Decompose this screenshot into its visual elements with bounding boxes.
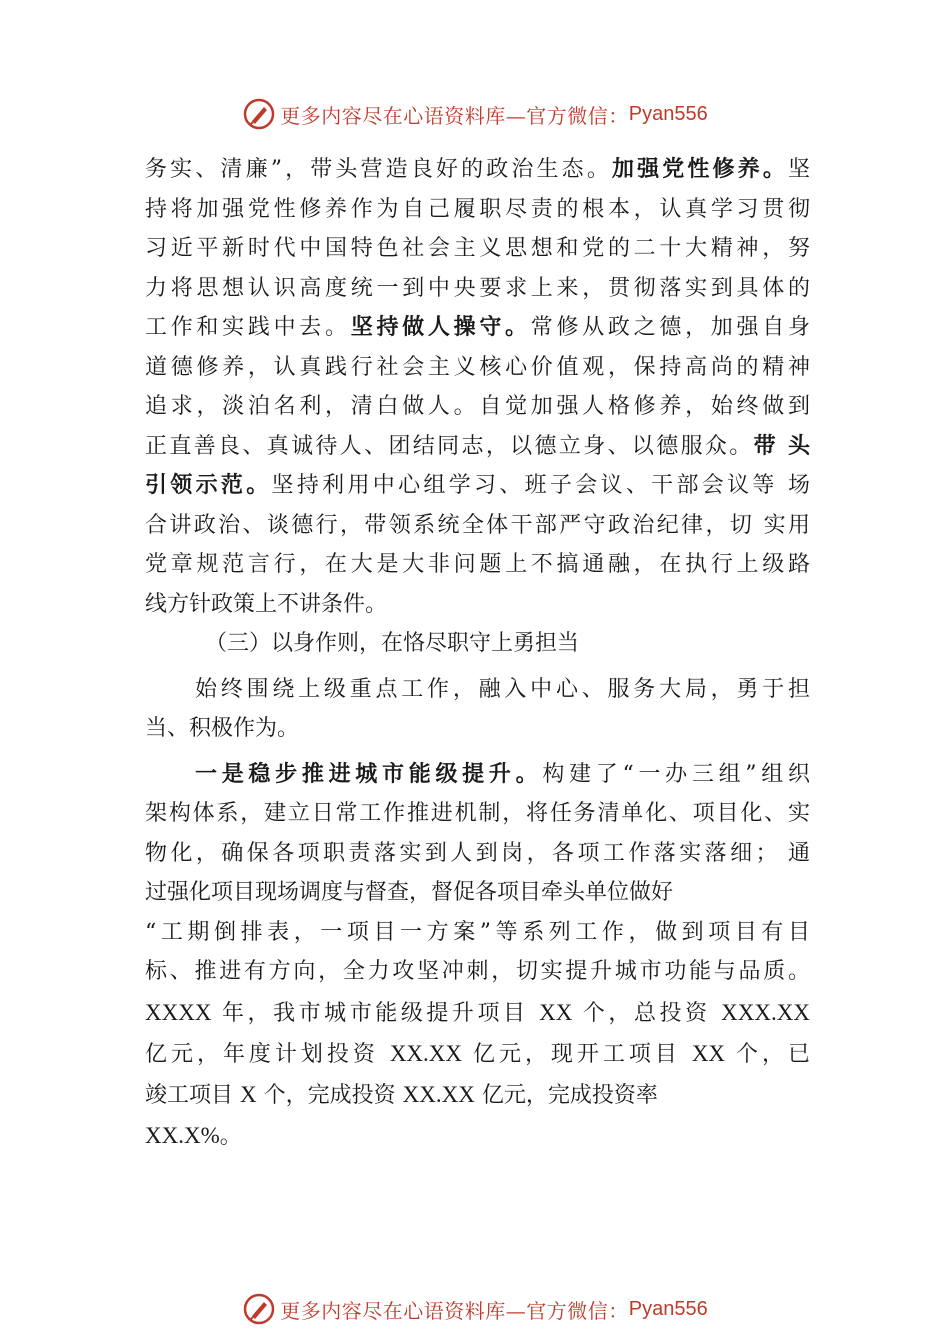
paragraph-line: 当、积极作为。 bbox=[145, 716, 300, 741]
paragraph-line: 始终围绕上级重点工作，融入中心、服务大局，勇于担 bbox=[195, 676, 810, 702]
watermark-banner-bottom bbox=[0, 1289, 950, 1329]
bold-keyword: 一是稳步推进城市能级提升。 bbox=[195, 761, 543, 787]
watermark-wechat-id: Pyan556 bbox=[628, 1297, 708, 1320]
paragraph-line: 架构体系，建立日常工作推进机制，将任务清单化、项目化、实 bbox=[145, 801, 810, 826]
paragraph-line: 一是稳步推进城市能级提升。构建了“一办三组”组织 bbox=[195, 761, 810, 787]
bold-keyword: 引领示范。 bbox=[145, 473, 272, 498]
document-body bbox=[145, 150, 810, 1156]
paragraph-line: 追求，淡泊名利，清白做人。自觉加强人格修养，始终做到 bbox=[145, 394, 810, 419]
paragraph-line: 线方针政策上不讲条件。 bbox=[145, 591, 388, 617]
paragraph-line: 物化，确保各项职责落实到人到岗，各项工作落实落细； 通 bbox=[145, 840, 810, 866]
paragraph-line: XX.X%。 bbox=[145, 1122, 242, 1149]
paragraph-line: 党章规范言行，在大是大非问题上不搞通融，在执行上级路 bbox=[145, 552, 810, 577]
watermark-banner-top bbox=[0, 94, 950, 134]
bold-keyword: 加强党性修养。 bbox=[611, 157, 788, 182]
paragraph-line: XXXX 年，我市城市能级提升项目 XX 个，总投资 XXX.XX bbox=[145, 999, 810, 1026]
paragraph-line: 工作和实践中去。坚持做人操守。常修从政之德，加强自身 bbox=[145, 315, 810, 340]
watermark-text: 更多内容尽在心语资料库—官方微信： bbox=[280, 103, 629, 128]
bold-keyword: 带 头 bbox=[753, 433, 810, 459]
paragraph-line: 合讲政治、谈德行，带领系统全体干部严守政治纪律，切 实用 bbox=[145, 512, 810, 538]
paragraph-line: 正直善良、真诚待人、团结同志，以德立身、以德服众。带 头 bbox=[145, 433, 810, 459]
paragraph-line: 亿元，年度计划投资 XX.XX 亿元，现开工项目 XX 个，已 bbox=[145, 1040, 810, 1067]
paragraph-line: 引领示范。坚持利用中心组学习、班子会议、干部会议等 场 bbox=[145, 473, 810, 498]
watermark-wechat-id: Pyan556 bbox=[628, 102, 708, 125]
paragraph-line: “工期倒排表，一项目一方案”等系列工作，做到项目有目 bbox=[145, 919, 810, 945]
paragraph-line: 力将思想认识高度统一到中央要求上来，贯彻落实到具体的 bbox=[145, 275, 810, 301]
paragraph-line: 标、推进有方向，全力攻坚冲刺，切实提升城市功能与品质。 bbox=[145, 959, 810, 984]
paragraph-line: 竣工项目 X 个，完成投资 XX.XX 亿元，完成投资率 bbox=[145, 1081, 658, 1108]
paragraph-line: 过强化项目现场调度与督查，督促各项目牵头单位做好 bbox=[145, 880, 674, 905]
bold-keyword: 坚持做人操守。 bbox=[350, 315, 531, 340]
paragraph-line: 持将加强党性修养作为自己履职尽责的根本，认真学习贯彻 bbox=[145, 196, 810, 222]
paragraph-line: 务实、清廉”，带头营造良好的政治生态。加强党性修养。坚 bbox=[145, 157, 810, 182]
pen-seal-icon bbox=[242, 97, 276, 131]
paragraph-line: 习近平新时代中国特色社会主义思想和党的二十大精神，努 bbox=[145, 236, 810, 261]
pen-seal-icon bbox=[242, 1292, 276, 1326]
section-heading: （三）以身作则，在恪尽职守上勇担当 bbox=[205, 631, 580, 656]
watermark-text: 更多内容尽在心语资料库—官方微信： bbox=[280, 1298, 629, 1323]
paragraph-line: 道德修养，认真践行社会主义核心价值观，保持高尚的精神 bbox=[145, 354, 810, 380]
